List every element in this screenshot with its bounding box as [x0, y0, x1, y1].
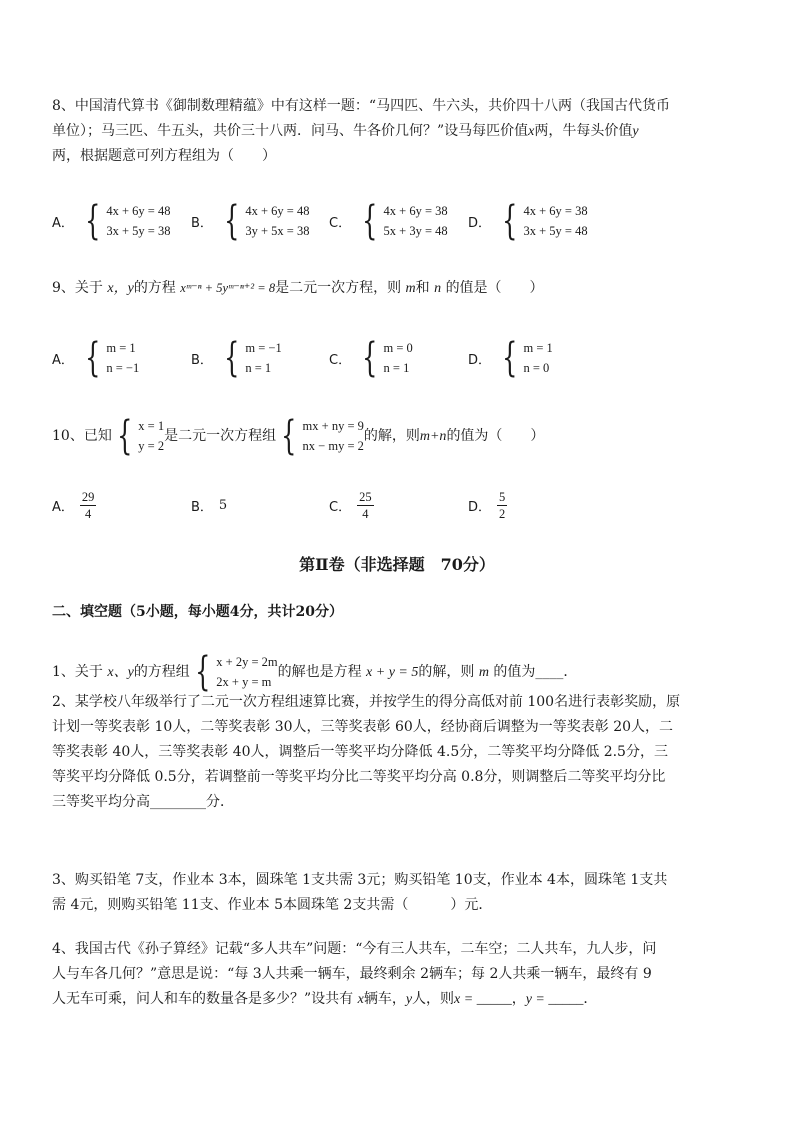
q10-option-d[interactable]: D． $\frac{5}{2}$: [468, 489, 506, 521]
section-2-heading: 二、填空题（5小题，每小题4分，共计20分）: [52, 604, 343, 620]
f3-answer-line[interactable]: 需 4元，则购买铅笔 11支、作业本 5本圆珠笔 2支共需（ ）元．: [52, 897, 493, 913]
part-2-title: 第Ⅱ卷（非选择题 70分）: [299, 555, 495, 574]
q10-option-c[interactable]: C． $\frac{25}{4}$: [329, 489, 372, 521]
var-y: y: [632, 124, 639, 139]
q8-option-d[interactable]: D． { 4x + 6y = 38 3x + 5y = 48: [468, 198, 588, 244]
var-x: x: [528, 124, 535, 139]
q10-option-a[interactable]: A． $\frac{29}{4}$: [52, 489, 95, 521]
answer-y-blank[interactable]: y = _____: [525, 992, 584, 1007]
q9-option-a[interactable]: A． { m = 1 n = −1: [52, 335, 140, 381]
fill-question-1: 1、关于 x、y 的方程组 { x + 2y = 2m 2x + y = m 的解也是方程 x + y = 5 的解，则 m 的值为____．: [52, 649, 578, 695]
f1-answer-blank[interactable]: 的值为____．: [493, 663, 578, 680]
q10-line: 10、已知 { x = 1 y = 2 是二元一次方程组 { mx + ny = 9 nx − my = 2 的解，则 m+n 的值为（ ）: [52, 413, 545, 459]
q8-option-b[interactable]: B． { 4x + 6y = 48 3y + 5x = 38: [191, 198, 310, 244]
q8-options: [52, 199, 742, 243]
q8-option-a[interactable]: A． { 4x + 6y = 48 3x + 5y = 38: [52, 198, 171, 244]
q10-options: [52, 483, 742, 527]
q9-line: 9、关于 x，y的方程 xᵐ⁻ⁿ + 5yᵐ⁻ⁿ⁺² = 8是二元一次方程，则 m和 n 的值是（ ）: [52, 280, 544, 296]
q8-option-c[interactable]: C． { 4x + 6y = 38 5x + 3y = 48: [329, 198, 448, 244]
question-10: [52, 414, 742, 458]
q9-option-b[interactable]: B． { m = −1 n = 1: [191, 335, 282, 381]
fill-question-4: 4、我国古代《孙子算经》记载“多人共车”问题：“今有三人共车，二车空；二人共车，九人步，问 人与车各几何？”意思是说：“每 3人共乘一辆车，最终剩余 2辆车；每 2人共乘一辆车，最终有 9 人无车可乘，问人和车的数量各是多少？”设共有 x辆车，y人，则x = _____，y = _____．: [52, 941, 657, 1007]
q9-options: [52, 336, 742, 380]
q8-line-3: 两，根据题意可列方程组为（ ）: [52, 148, 276, 164]
q9-equation: xᵐ⁻ⁿ + 5yᵐ⁻ⁿ⁺² = 8: [180, 281, 276, 295]
f2-answer-line[interactable]: 三等奖平均分高________分．: [52, 794, 234, 810]
fill-question-2: 2、某学校八年级举行了二元一次方程组速算比赛，并按学生的得分高低对前 100名进行表彰奖励，原 计划一等奖表彰 10人，二等奖表彰 30人，三等奖表彰 60人，经协商后调整为一等奖表彰 20人，二 等奖表彰 40人，三等奖表彰 40人，调整后一等奖平均分降低 4.5分，二等奖平均分降低 2.5分，三 等奖平均分降低 0.5分，若调整前一等奖平均分比二等奖平均分高 0.8分，则调整后二等奖平均分比 三等奖平均分高________分．: [52, 690, 742, 815]
q9-option-c[interactable]: C． { m = 0 n = 1: [329, 335, 413, 381]
q9-option-d[interactable]: D． { m = 1 n = 0: [468, 335, 553, 381]
question-9: [52, 276, 742, 301]
q8-line-2: 单位）；马三匹、牛五头，共价三十八两．问马、牛各价几何？”设马每匹价值x两，牛每头价值y: [52, 123, 639, 139]
question-8: [52, 94, 742, 169]
answer-x-blank[interactable]: x = _____: [454, 992, 512, 1007]
fill-question-3: 3、购买铅笔 7支，作业本 3本，圆珠笔 1支共需 3元；购买铅笔 10支，作业本 4本，圆珠笔 1支共 需 4元，则购买铅笔 11支、作业本 5本圆珠笔 2支共需（ ）元．: [52, 868, 742, 918]
q8-line-1: 8、中国清代算书《御制数理精蕴》中有这样一题：“马四匹、牛六头，共价四十八两（我国古代货币: [52, 98, 671, 114]
q10-option-b[interactable]: B． 5: [191, 497, 228, 515]
